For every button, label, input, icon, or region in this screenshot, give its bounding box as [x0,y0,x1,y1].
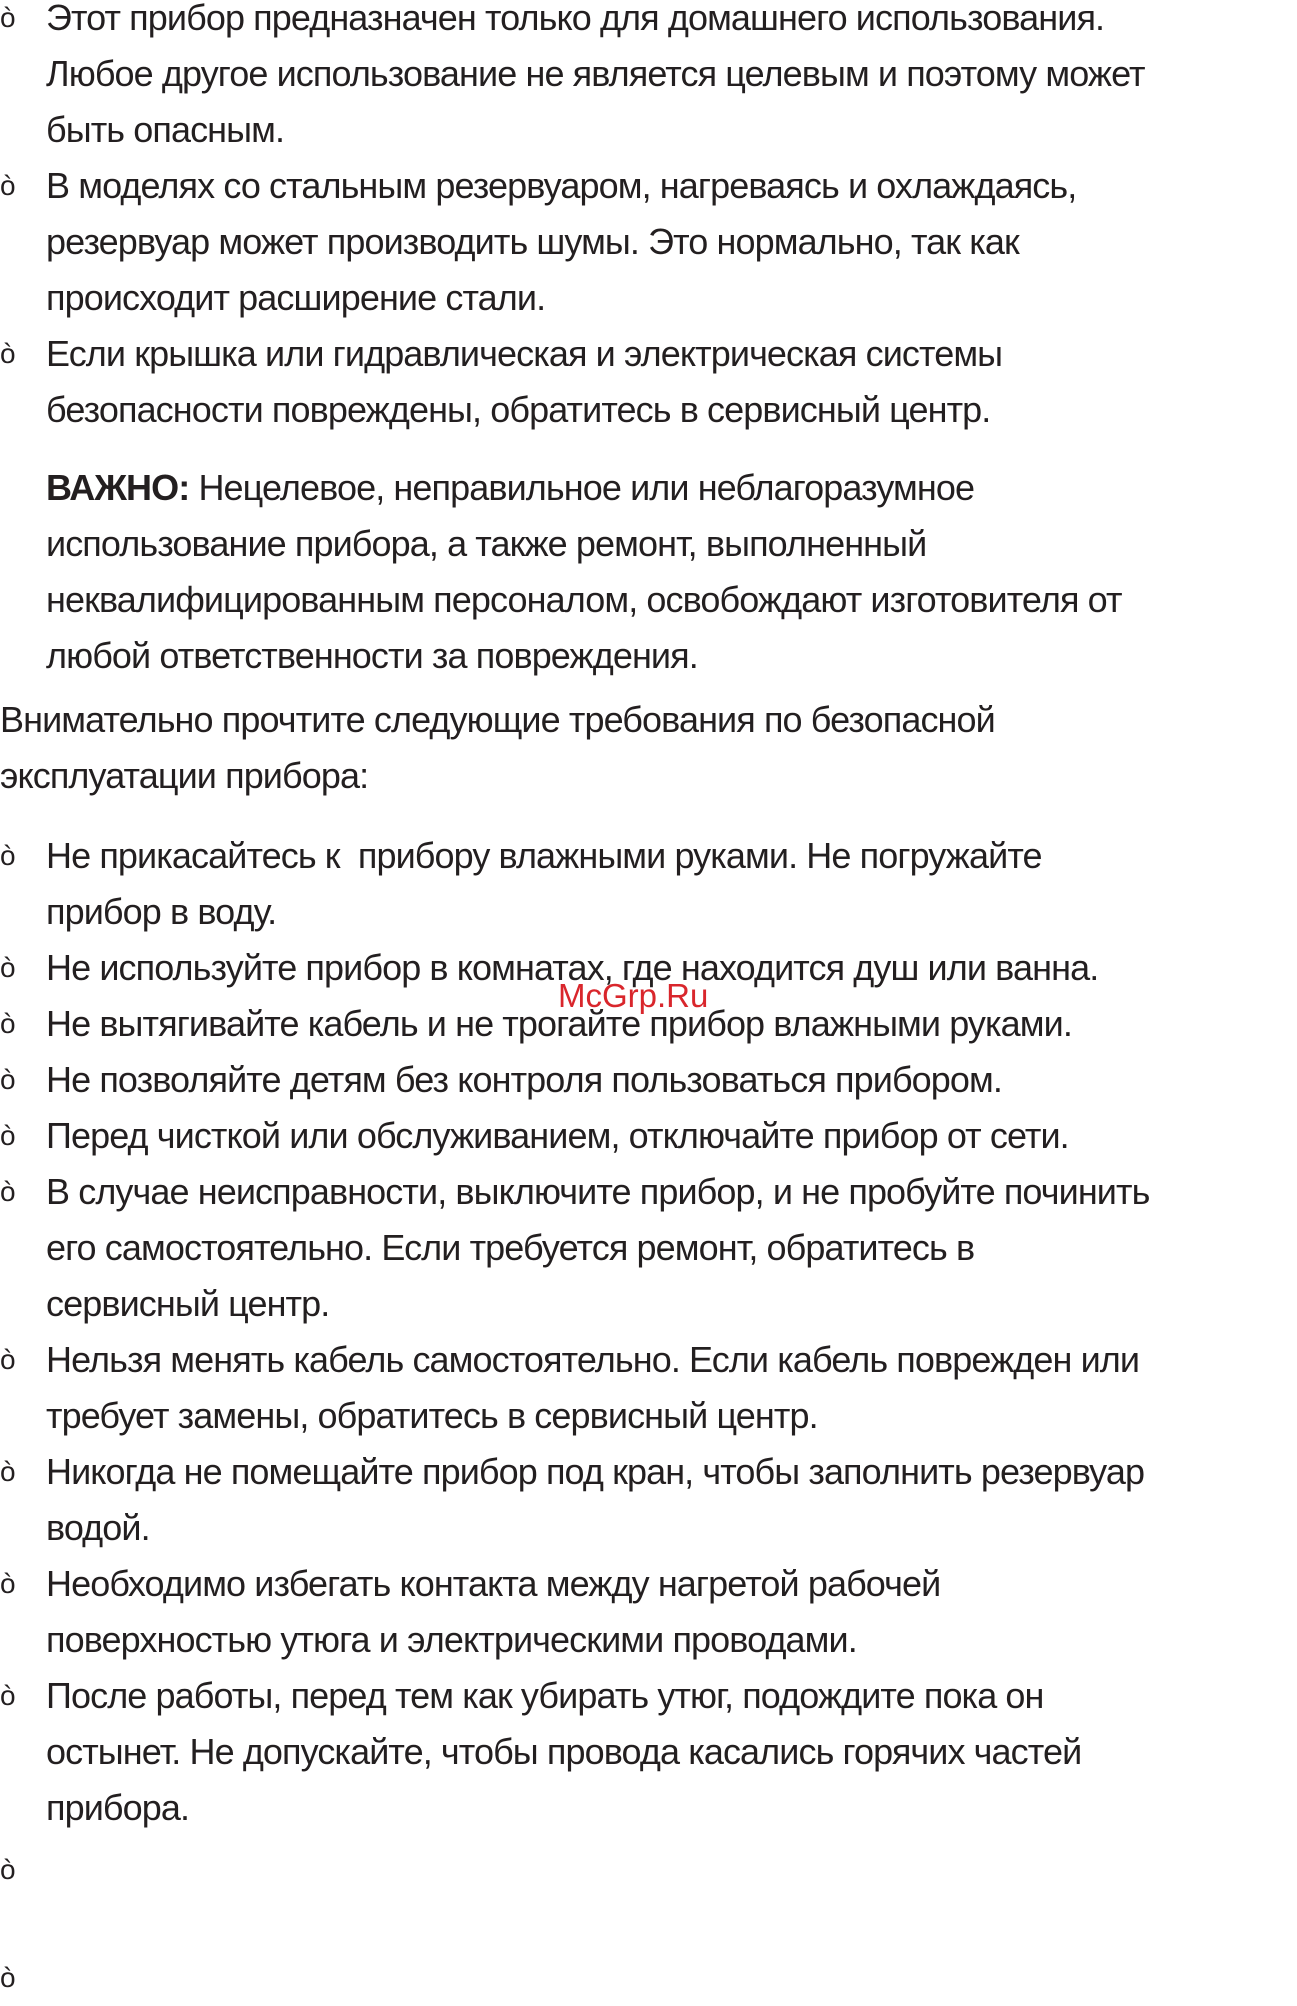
list-item-text: Нельзя менять кабель самостоятельно. Если кабель поврежден или требует замены, обратитесь в сервисный центр. [46,1339,1140,1436]
bullet-icon: ò [0,1456,16,1487]
list-item-text: Не позволяйте детям без контроля пользоваться прибором. [46,1059,1002,1100]
bullet-icon: ò [0,1680,16,1711]
list-item-text: Этот прибор предназначен только для домашнего использования. Любое другое использование не является целевым и поэтому может быть опасным. [46,0,1145,150]
list-item-text: В моделях со стальным резервуаром, нагреваясь и охлаждаясь, резервуар может производить шумы. Это нормально, так как происходит расширение стали. [46,165,1077,318]
bullet-icon: ò [0,170,16,201]
bullet-icon: ò [0,1344,16,1375]
bullet-icon: ò [0,1568,16,1599]
list-item-text: В случае неисправности, выключите прибор, и не пробуйте починить его самостоятельно. Если требуется ремонт, обратитесь в сервисный центр. [46,1171,1150,1324]
watermark-text: McGrp.Ru [558,977,709,1014]
bullet-icon: ò [0,1064,16,1095]
important-note: ВАЖНО: Нецелевое, неправильное или неблагоразумное использование прибора, а также ремонт, выполненный неквалифицированным персоналом, освобождают изготовителя от любой ответственности за повреждения. [46,467,1122,676]
bullet-icon: ò [0,952,16,983]
list-item-text: Не используйте прибор в комнатах, где находится душ или ванна. [46,947,1099,988]
bullet-icon: ò [0,338,16,369]
list-item-text: Никогда не помещайте прибор под кран, чтобы заполнить резервуар водой. [46,1451,1145,1548]
list-item-text: После работы, перед тем как убирать утюг, подождите пока он остынет. Не допускайте, чтобы провода касались горячих частей прибора. [46,1675,1082,1828]
intro-paragraph: Внимательно прочтите следующие требования по безопасной эксплуатации прибора: [0,699,995,796]
list-item-text: Необходимо избегать контакта между нагретой рабочей поверхностью утюга и электрическими проводами. [46,1563,941,1660]
bullet-icon: ò [0,1176,16,1207]
list-item-text: Не вытягивайте кабель и не трогайте прибор влажными руками. [46,1003,1072,1044]
list-item-text: Перед чисткой или обслуживанием, отключайте прибор от сети. [46,1115,1069,1156]
bullet-icon: ò [0,1962,16,1993]
bullet-icon: ò [0,1120,16,1151]
bullet-icon: ò [0,2,16,33]
list-item-text: Не прикасайтесь к прибору влажными руками. Не погружайте прибор в воду. [46,835,1042,932]
bullet-icon: ò [0,840,16,871]
important-label: ВАЖНО: [46,467,190,508]
bullet-icon: ò [0,1008,16,1039]
list-item-text: Если крышка или гидравлическая и электрическая системы безопасности повреждены, обратитесь в сервисный центр. [46,333,1003,430]
bullet-icon: ò [0,1854,16,1885]
